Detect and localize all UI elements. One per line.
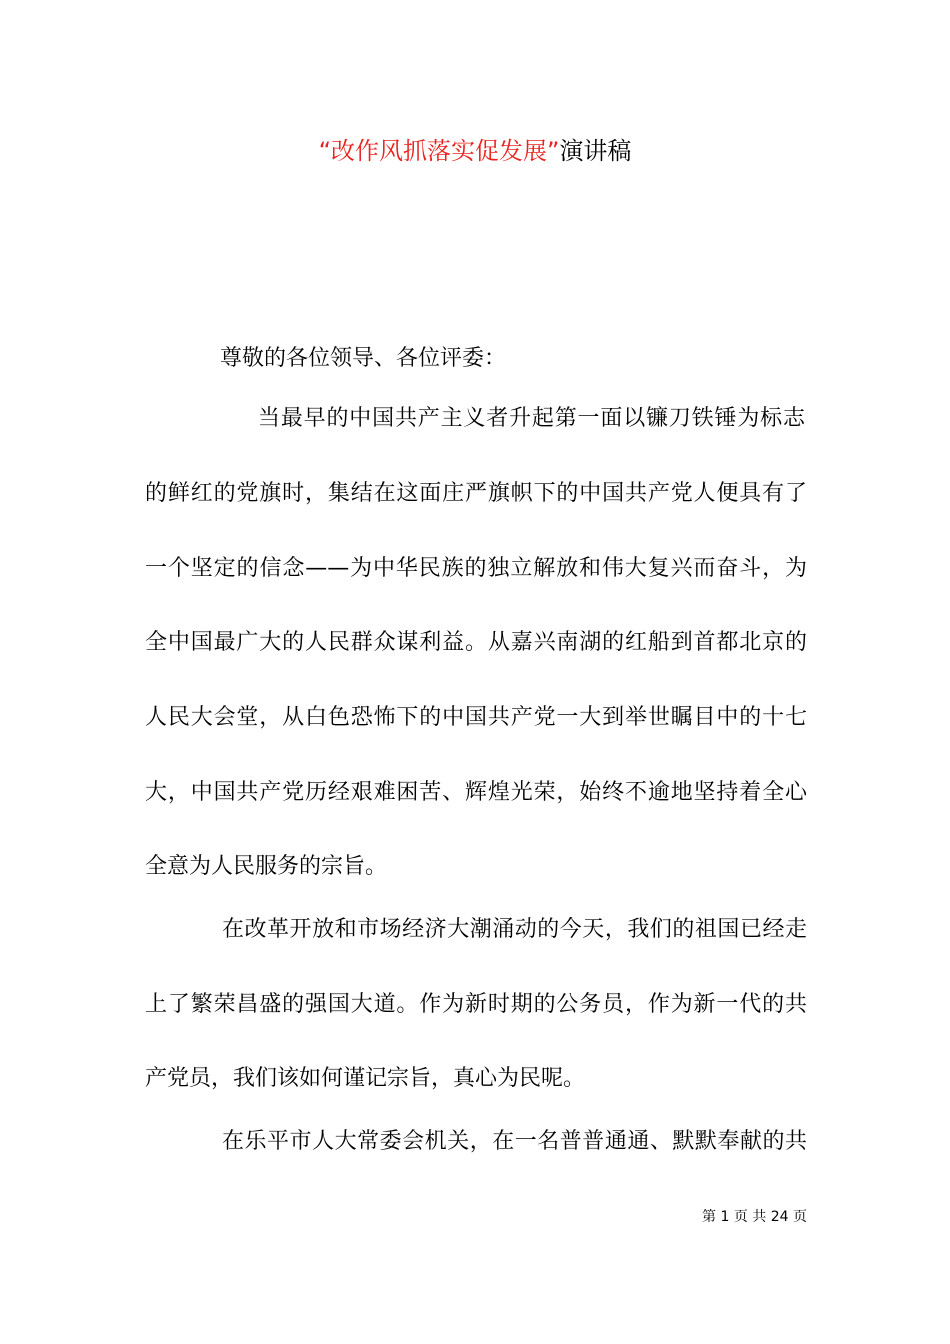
paragraph-line: 一个坚定的信念——为中华民族的独立解放和伟大复兴而奋斗，为 bbox=[145, 556, 807, 581]
paragraph-line: 大，中国共产党历经艰难困苦、辉煌光荣，始终不逾地坚持着全心 bbox=[145, 780, 807, 805]
paragraph-line: 的鲜红的党旗时，集结在这面庄严旗帜下的中国共产党人便具有了 bbox=[145, 481, 807, 506]
paragraph-line: 人民大会堂，从白色恐怖下的中国共产党一大到举世瞩目中的十七 bbox=[145, 705, 807, 730]
page-number-footer: 第 1 页 共 24 页 bbox=[702, 1209, 807, 1225]
document-title-quoted: “改作风抓落实促发展” bbox=[318, 137, 560, 165]
paragraph-line: 上了繁荣昌盛的强国大道。作为新时期的公务员，作为新一代的共 bbox=[145, 992, 807, 1017]
paragraph-line: 当最早的中国共产主义者升起第一面以镰刀铁锤为标志 bbox=[258, 406, 805, 431]
paragraph-line: 全中国最广大的人民群众谋利益。从嘉兴南湖的红船到首都北京的 bbox=[145, 630, 807, 655]
paragraph-line: 产党员，我们该如何谨记宗旨，真心为民呢。 bbox=[145, 1066, 586, 1091]
paragraph-line: 在乐平市人大常委会机关，在一名普普通通、默默奉献的共 bbox=[222, 1129, 807, 1154]
document-title-suffix: 演讲稿 bbox=[559, 137, 632, 165]
paragraph-line: 在改革开放和市场经济大潮涌动的今天，我们的祖国已经走 bbox=[222, 917, 807, 942]
document-title bbox=[0, 134, 950, 168]
salutation: 尊敬的各位领导、各位评委： bbox=[220, 346, 507, 371]
paragraph-line: 全意为人民服务的宗旨。 bbox=[145, 854, 388, 879]
